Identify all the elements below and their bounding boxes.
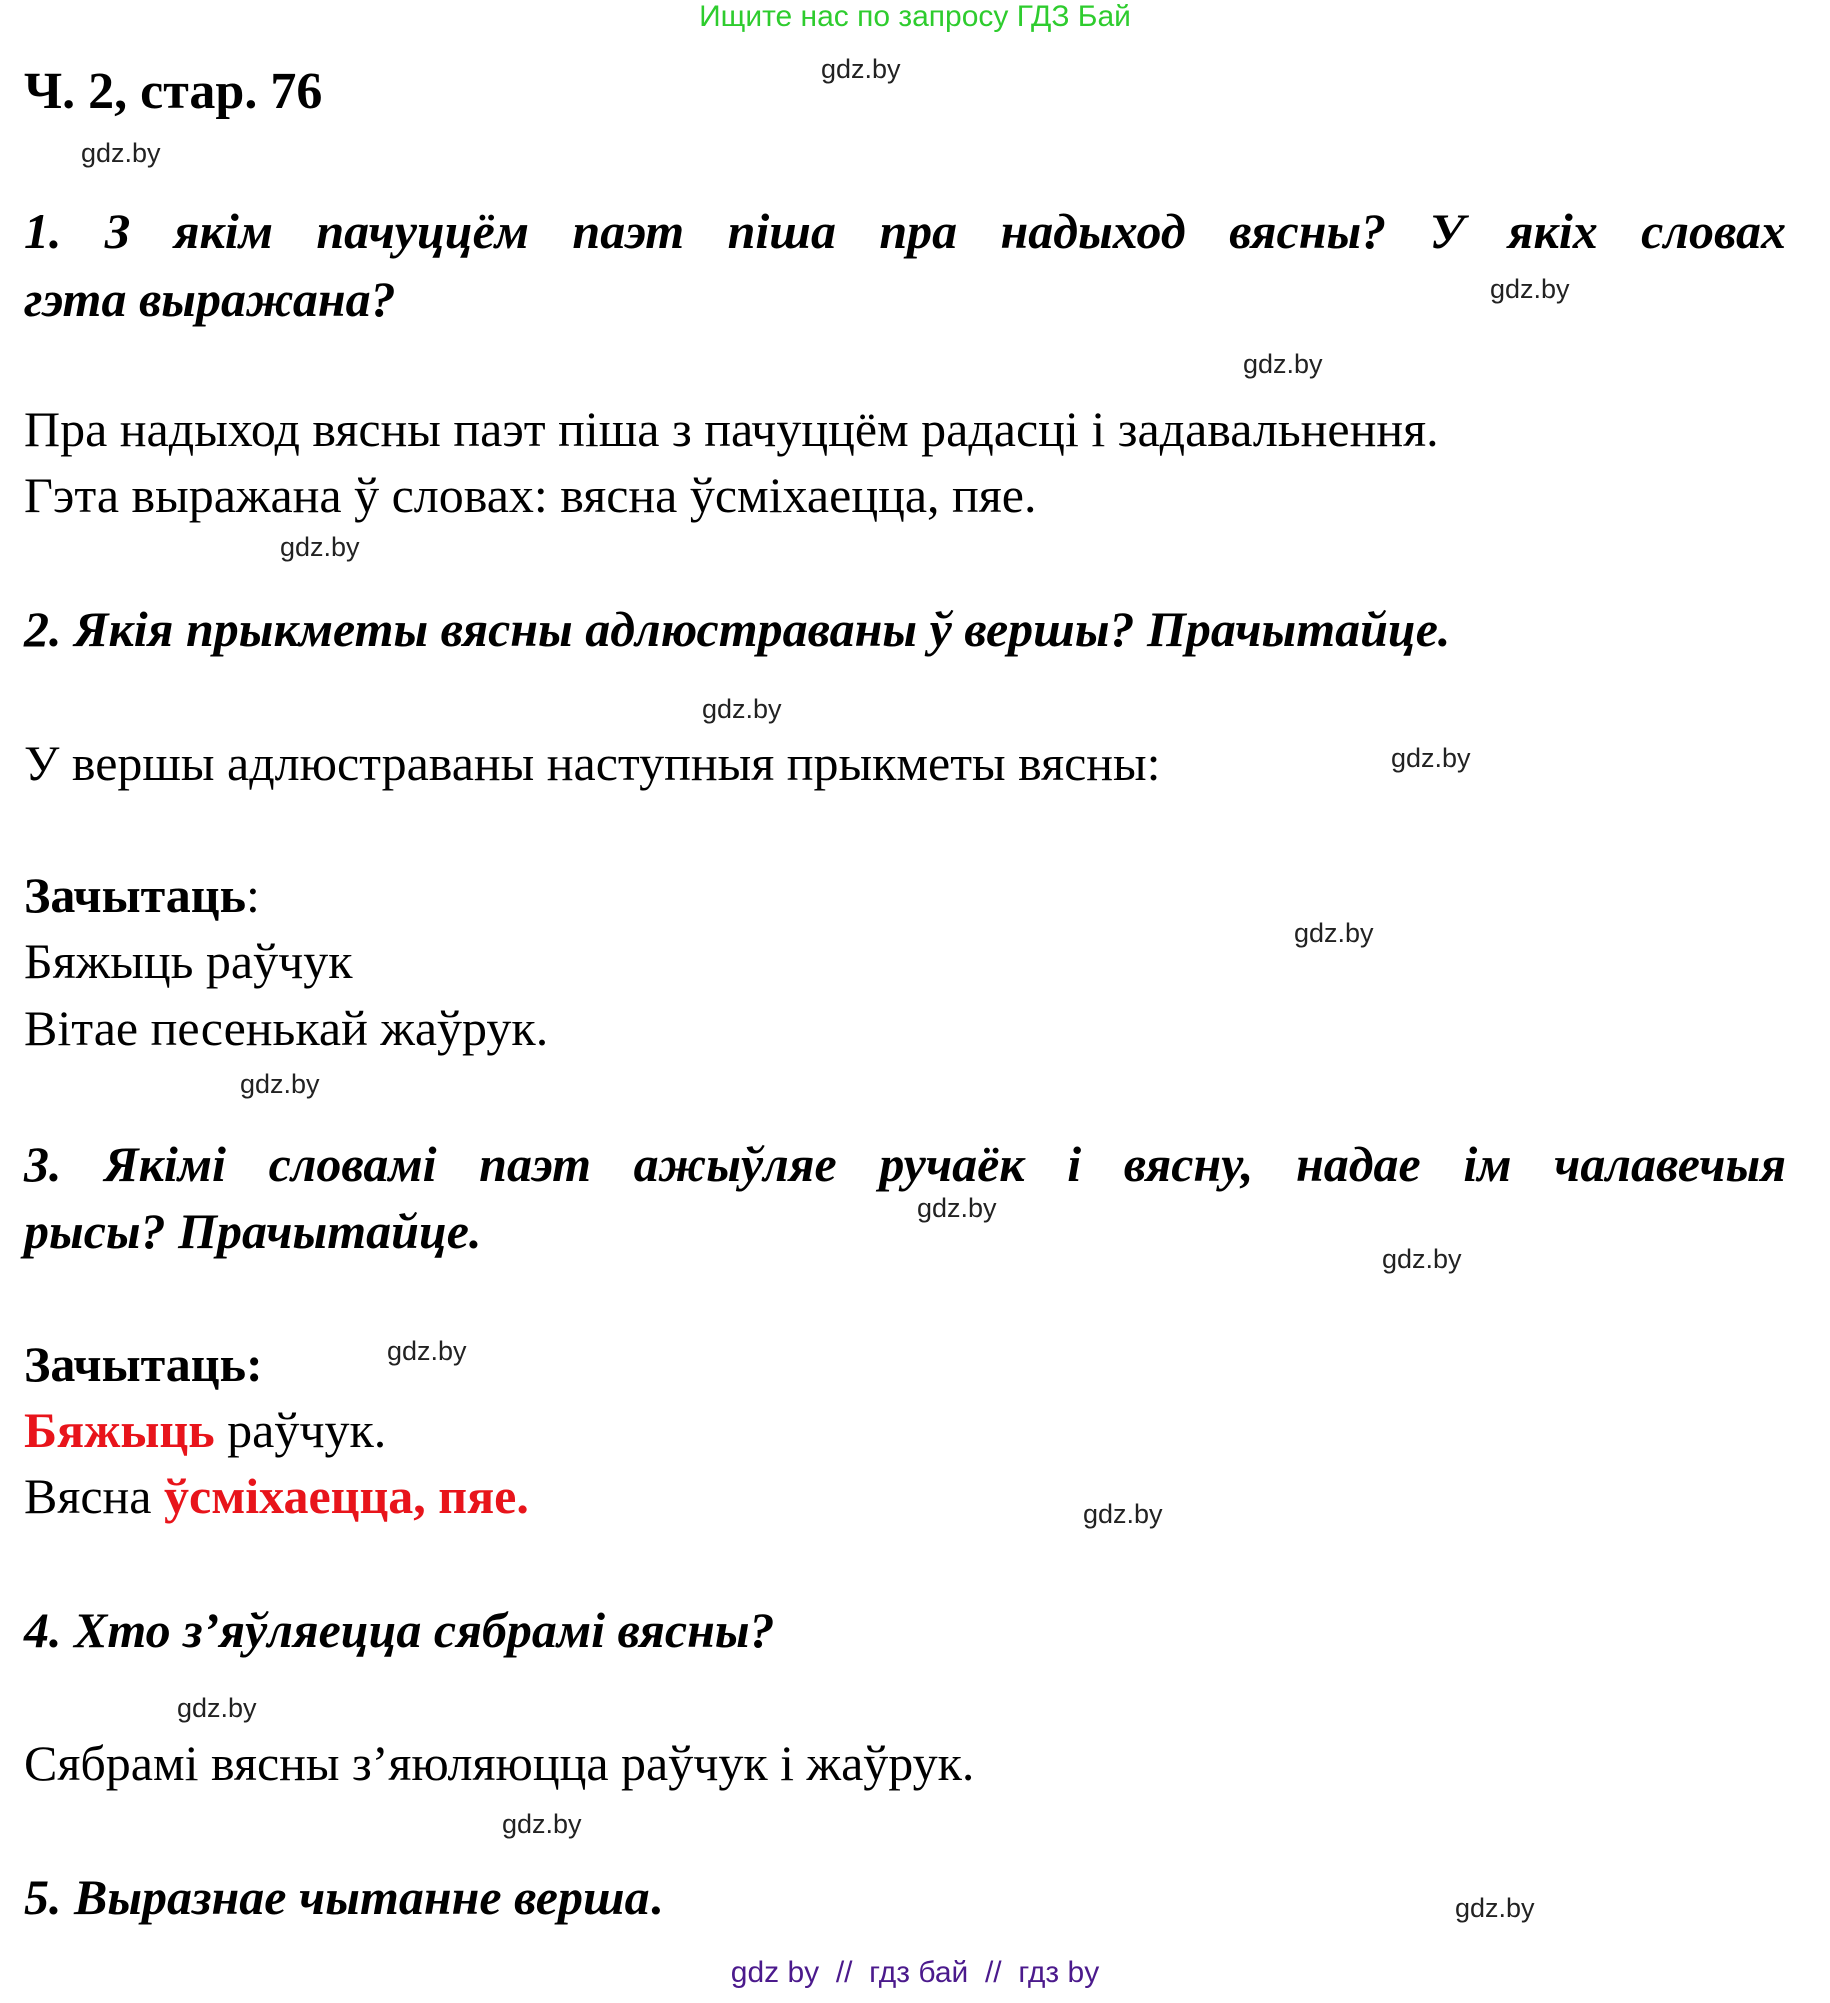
question-3-line-2: рысы? Прачытайце.: [24, 1203, 482, 1259]
question-1-line-1: 1. З якім пачуццём паэт піша пра надыход вясны? У якіх словах: [24, 203, 1786, 259]
question-3-line-1: 3. Якімі словамі паэт ажыўляе ручаёк і вясну, надае ім чалавечыя: [24, 1136, 1786, 1192]
watermark: gdz.by: [81, 138, 161, 168]
question-2: 2. Якія прыкметы вясны адлюстраваны ў вершы? Прачытайце.: [24, 601, 1451, 657]
search-banner: Ищите нас по запросу ГДЗ Бай: [699, 0, 1131, 33]
highlight-word: Бяжыць: [24, 1402, 215, 1458]
watermark: gdz.by: [1382, 1244, 1462, 1274]
watermark: gdz.by: [387, 1336, 467, 1366]
question-5: [24, 1864, 662, 1930]
question-1-line-2: гэта выражана?: [24, 271, 396, 327]
read-label-3: Зачытаць:: [24, 1336, 263, 1392]
watermark: gdz.by: [917, 1193, 997, 1223]
quote-text: раўчук.: [214, 1402, 387, 1458]
answer-1-line-2: Гэта выражана ў словах: вясна ўсміхаецца, пяе.: [24, 467, 1037, 523]
quote-2-line-1: Бяжыць раўчук: [24, 933, 353, 989]
question-4: 4. Хто з’яўляецца сябрамі вясны?: [24, 1602, 775, 1658]
read-label-2: [24, 862, 260, 928]
quote-2-line-2: Вітае песенькай жаўрук.: [24, 1000, 549, 1056]
quote-text: Вясна: [24, 1468, 164, 1524]
quote-3-line-2: [24, 1463, 529, 1529]
read-label-text: Зачытаць: [24, 867, 247, 923]
watermark: gdz.by: [502, 1809, 582, 1839]
watermark: gdz.by: [1455, 1893, 1535, 1923]
highlight-words: ўсміхаецца, пяе.: [164, 1468, 529, 1524]
watermark: gdz.by: [1243, 349, 1323, 379]
watermark: gdz.by: [240, 1069, 320, 1099]
watermark: gdz.by: [821, 54, 901, 84]
quote-3-line-1: [24, 1397, 386, 1463]
watermark: gdz.by: [1490, 274, 1570, 304]
footer-links: gdz by // гдз бай // гдз by: [730, 1956, 1100, 1989]
watermark: gdz.by: [177, 1693, 257, 1723]
question-5-text: 5. Выразнае чытанне верша: [24, 1869, 650, 1925]
watermark: gdz.by: [1391, 743, 1471, 773]
watermark: gdz.by: [702, 694, 782, 724]
watermark: gdz.by: [280, 532, 360, 562]
watermark: gdz.by: [1294, 918, 1374, 948]
answer-1-line-1: Пра надыход вясны паэт піша з пачуццём радасці і задавальнення.: [24, 401, 1439, 457]
answer-2: У вершы адлюстраваны наступныя прыкметы вясны:: [24, 735, 1161, 791]
read-label-colon: :: [246, 867, 260, 923]
watermark: gdz.by: [1083, 1499, 1163, 1529]
question-5-period: .: [649, 1869, 663, 1925]
page-title: Ч. 2, стар. 76: [24, 63, 323, 120]
answer-4: Сябрамі вясны з’яюляюцца раўчук і жаўрук.: [24, 1735, 975, 1791]
